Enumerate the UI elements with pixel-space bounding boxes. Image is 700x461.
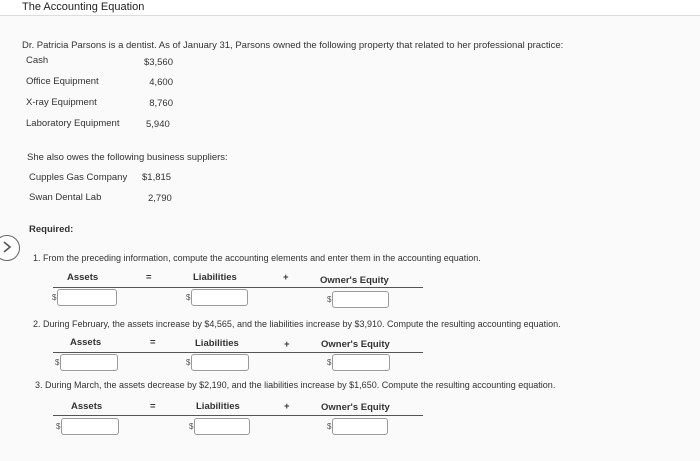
q1-assets-header: Assets xyxy=(67,272,99,283)
property-name-cash: Cash xyxy=(26,55,49,66)
q3-equity-header: Owner's Equity xyxy=(321,402,390,413)
question-3-text: 3. During March, the assets decrease by $2,190, and the liabilities increase by $1,650. Compute the resulting accounting equation. xyxy=(35,380,556,390)
q3-assets-dollar: $ xyxy=(56,422,61,431)
required-label: Required: xyxy=(29,224,74,235)
q2-equity-dollar: $ xyxy=(327,358,332,367)
q1-liabilities-input[interactable] xyxy=(191,289,248,306)
q1-liabilities-dollar: $ xyxy=(186,293,191,302)
q3-plus-sign: + xyxy=(284,401,290,412)
q2-liabilities-header: Liabilities xyxy=(195,338,239,349)
q3-header-rule xyxy=(53,415,423,416)
supplier-name-cupples: Cupples Gas Company xyxy=(29,172,128,183)
property-name-xray-equipment: X-ray Equipment xyxy=(26,97,97,108)
q2-plus-sign: + xyxy=(284,339,290,350)
supplier-amount-cupples: $1,815 xyxy=(142,172,172,183)
q3-liabilities-dollar: $ xyxy=(189,422,194,431)
page-title: The Accounting Equation xyxy=(22,1,145,13)
q3-equity-dollar: $ xyxy=(327,422,332,431)
q2-assets-header: Assets xyxy=(70,337,102,348)
q1-assets-dollar: $ xyxy=(52,293,57,302)
supplier-amount-swan: 2,790 xyxy=(148,193,172,204)
q1-header-rule xyxy=(53,287,423,288)
q2-header-rule xyxy=(53,352,423,353)
question-panel xyxy=(0,16,700,461)
q2-liabilities-input[interactable] xyxy=(191,354,249,371)
property-amount-laboratory-equipment: 5,940 xyxy=(146,119,170,130)
q2-equals-sign: = xyxy=(150,337,156,348)
q1-equals-sign: = xyxy=(146,272,152,283)
chevron-right-icon xyxy=(0,240,13,254)
property-amount-xray-equipment: 8,760 xyxy=(149,98,173,109)
property-amount-office-equipment: 4,600 xyxy=(149,77,173,88)
q3-liabilities-input[interactable] xyxy=(194,418,250,435)
q1-liabilities-header: Liabilities xyxy=(193,272,237,283)
q2-equity-header: Owner's Equity xyxy=(321,339,390,350)
q1-equity-input[interactable] xyxy=(332,291,389,308)
property-amount-cash: $3,560 xyxy=(143,57,173,68)
q1-assets-input[interactable] xyxy=(57,289,117,306)
q1-equity-header: Owner's Equity xyxy=(320,275,389,286)
q1-plus-sign: + xyxy=(283,272,289,283)
owes-text: She also owes the following business suppliers: xyxy=(27,152,228,163)
q2-assets-input[interactable] xyxy=(60,354,118,371)
question-2-text: 2. During February, the assets increase by $4,565, and the liabilities increase by $3,910. Compute the resulting accounting equation. xyxy=(33,319,561,329)
intro-text: Dr. Patricia Parsons is a dentist. As of January 31, Parsons owned the following property that related to her professional practice: xyxy=(22,40,564,51)
property-name-office-equipment: Office Equipment xyxy=(26,76,99,87)
q3-equals-sign: = xyxy=(150,401,156,412)
q2-equity-input[interactable] xyxy=(332,354,390,371)
question-1-text: 1. From the preceding information, compute the accounting elements and enter them in the accounting equation. xyxy=(33,253,481,263)
q1-equity-dollar: $ xyxy=(327,295,332,304)
q3-liabilities-header: Liabilities xyxy=(196,401,240,412)
q2-liabilities-dollar: $ xyxy=(186,358,191,367)
q3-equity-input[interactable] xyxy=(332,418,388,435)
supplier-name-swan: Swan Dental Lab xyxy=(29,192,102,203)
property-name-laboratory-equipment: Laboratory Equipment xyxy=(26,118,120,129)
q2-assets-dollar: $ xyxy=(55,358,60,367)
q3-assets-input[interactable] xyxy=(61,418,119,435)
q3-assets-header: Assets xyxy=(71,401,103,412)
